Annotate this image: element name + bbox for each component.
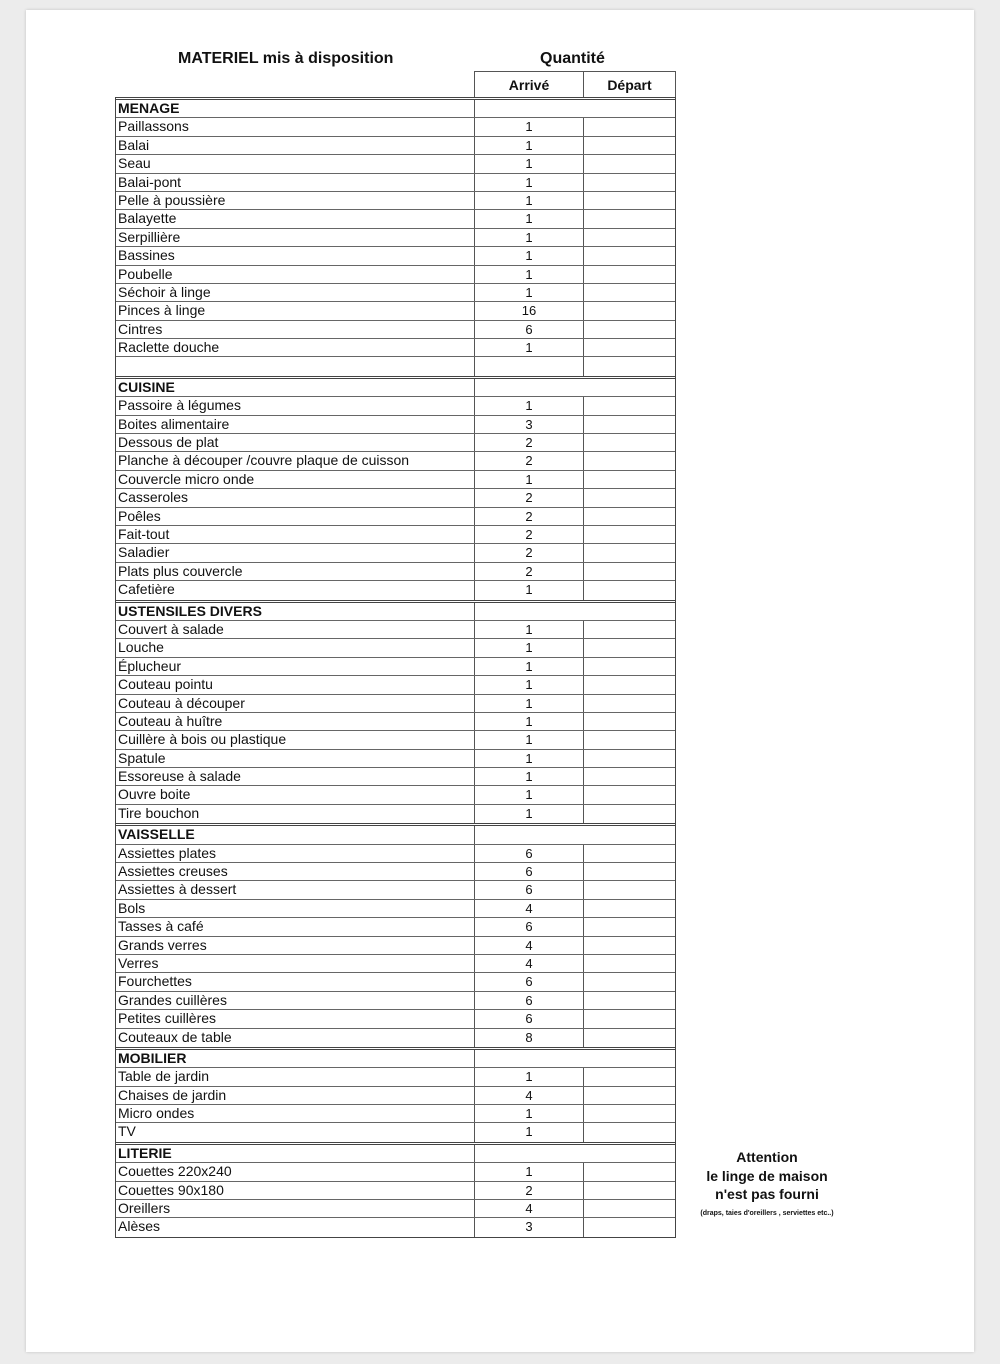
item-label: Cuillère à bois ou plastique [116,731,475,748]
item-label: Plats plus couvercle [116,563,475,580]
section-title: LITERIE [116,1145,475,1162]
departure-quantity [584,731,675,748]
table-row [116,489,675,507]
arrival-quantity: 6 [475,881,584,898]
table-row [116,768,675,786]
departure-quantity [584,973,675,990]
departure-quantity [584,416,675,433]
table-row [116,581,675,599]
table-row [116,1087,675,1105]
departure-quantity [584,434,675,451]
table-row [116,918,675,936]
item-label: Fourchettes [116,973,475,990]
item-label: TV [116,1123,475,1141]
table-row [116,266,675,284]
arrival-quantity: 2 [475,1182,584,1199]
table-row [116,118,675,136]
item-label: Poêles [116,508,475,525]
section-menage [116,97,675,376]
departure-quantity [584,266,675,283]
item-label: Couteaux de table [116,1029,475,1047]
item-label: Pinces à linge [116,302,475,319]
section-cuisine [116,376,675,600]
item-label: Paillassons [116,118,475,135]
table-row [116,229,675,247]
item-label: Essoreuse à salade [116,768,475,785]
table-row [116,1163,675,1181]
arrival-quantity: 6 [475,992,584,1009]
arrival-quantity: 6 [475,973,584,990]
departure-quantity [584,1087,675,1104]
item-label: Planche à découper /couvre plaque de cuisson [116,452,475,469]
section-literie [116,1142,675,1237]
table-row [116,658,675,676]
table-row [116,508,675,526]
section-header [116,1050,675,1068]
departure-quantity [584,639,675,656]
arrival-quantity: 1 [475,1105,584,1122]
item-label: Couteau pointu [116,676,475,693]
arrival-quantity: 1 [475,1068,584,1085]
table-row [116,845,675,863]
departure-quantity [584,581,675,599]
arrival-quantity: 1 [475,768,584,785]
table-row [116,639,675,657]
item-label: Serpillière [116,229,475,246]
section-header [116,603,675,621]
item-label: Spatule [116,750,475,767]
arrival-quantity: 2 [475,434,584,451]
table-row [116,174,675,192]
arrival-quantity: 8 [475,1029,584,1047]
departure-quantity [584,713,675,730]
table-row [116,955,675,973]
departure-quantity [584,210,675,227]
arrival-quantity: 6 [475,1010,584,1027]
item-label: Micro ondes [116,1105,475,1122]
item-label: Couettes 90x180 [116,1182,475,1199]
departure-quantity [584,452,675,469]
departure-quantity [584,544,675,561]
table-row [116,1123,675,1141]
arrival-quantity: 1 [475,1123,584,1141]
arrival-quantity: 1 [475,118,584,135]
arrival-column-header: Arrivé [475,72,584,97]
arrival-quantity: 4 [475,1200,584,1217]
arrival-quantity: 1 [475,1163,584,1180]
departure-quantity [584,118,675,135]
departure-quantity [584,174,675,191]
item-label: Passoire à légumes [116,397,475,414]
table-row [116,713,675,731]
table-row [116,247,675,265]
arrival-quantity: 1 [475,174,584,191]
table-row [116,992,675,1010]
departure-quantity [584,805,675,823]
section-title: CUISINE [116,379,475,396]
arrival-quantity: 2 [475,526,584,543]
item-label: Bols [116,900,475,917]
item-label: Saladier [116,544,475,561]
arrival-quantity: 1 [475,805,584,823]
departure-quantity [584,192,675,209]
item-label: Boites alimentaire [116,416,475,433]
item-label: Raclette douche [116,339,475,356]
arrival-quantity: 1 [475,695,584,712]
table-row [116,786,675,804]
section-title: VAISSELLE [116,826,475,843]
item-label: Casseroles [116,489,475,506]
departure-quantity [584,918,675,935]
departure-quantity [584,1218,675,1236]
arrival-quantity: 6 [475,321,584,338]
departure-quantity [584,1068,675,1085]
item-label: Assiettes à dessert [116,881,475,898]
section-header [116,379,675,397]
notice-line-1: Attention [736,1149,798,1165]
departure-quantity [584,229,675,246]
item-label: Oreillers [116,1200,475,1217]
item-label: Tire bouchon [116,805,475,823]
table-row [116,210,675,228]
table-row [116,621,675,639]
document-title: MATERIEL mis à disposition [178,50,394,67]
section-header [116,1145,675,1163]
quantity-column-header [474,71,676,97]
section-title: USTENSILES DIVERS [116,603,475,620]
item-label: Louche [116,639,475,656]
table-row [116,302,675,320]
item-label: Cintres [116,321,475,338]
arrival-quantity: 4 [475,955,584,972]
item-label: Couvert à salade [116,621,475,638]
arrival-quantity: 1 [475,397,584,414]
departure-quantity [584,1105,675,1122]
item-label: Cafetière [116,581,475,599]
section-ustensiles-divers [116,600,675,824]
arrival-quantity: 1 [475,210,584,227]
departure-quantity [584,526,675,543]
departure-quantity [584,1182,675,1199]
arrival-quantity: 6 [475,863,584,880]
item-label: Balai [116,137,475,154]
table-row [116,1010,675,1028]
table-row [116,321,675,339]
arrival-quantity: 16 [475,302,584,319]
departure-quantity [584,937,675,954]
departure-quantity [584,563,675,580]
departure-quantity [584,357,675,375]
item-label: Tasses à café [116,918,475,935]
departure-quantity [584,900,675,917]
item-label: Dessous de plat [116,434,475,451]
arrival-quantity: 3 [475,1218,584,1236]
departure-quantity [584,621,675,638]
table-row [116,416,675,434]
departure-quantity [584,863,675,880]
departure-quantity [584,845,675,862]
table-row [116,695,675,713]
arrival-quantity: 3 [475,416,584,433]
departure-quantity [584,1010,675,1027]
departure-quantity [584,137,675,154]
item-label: Table de jardin [116,1068,475,1085]
arrival-quantity: 1 [475,581,584,599]
section-header [116,100,675,118]
table-row [116,750,675,768]
arrival-quantity: 1 [475,639,584,656]
item-label: Seau [116,155,475,172]
departure-quantity [584,155,675,172]
notice-line-3: n'est pas fourni [715,1186,819,1202]
table-row [116,731,675,749]
item-label: Couteau à huître [116,713,475,730]
section-title: MENAGE [116,100,475,117]
arrival-quantity: 2 [475,508,584,525]
table-row [116,676,675,694]
table-row [116,900,675,918]
table-row [116,544,675,562]
item-label: Grands verres [116,937,475,954]
departure-quantity [584,321,675,338]
notice-details: (draps, taies d'oreillers , serviettes etc..) [700,1209,834,1217]
arrival-quantity [475,357,584,375]
departure-quantity [584,1029,675,1047]
arrival-quantity: 1 [475,137,584,154]
item-label: Couettes 220x240 [116,1163,475,1180]
arrival-quantity: 1 [475,731,584,748]
table-row [116,471,675,489]
item-label: Assiettes creuses [116,863,475,880]
arrival-quantity: 1 [475,471,584,488]
item-label: Bassines [116,247,475,264]
table-row [116,563,675,581]
item-label: Pelle à poussière [116,192,475,209]
table-row [116,973,675,991]
table-row [116,397,675,415]
arrival-quantity: 4 [475,900,584,917]
departure-quantity [584,658,675,675]
arrival-quantity: 4 [475,1087,584,1104]
table-row [116,1200,675,1218]
item-label: Assiettes plates [116,845,475,862]
item-label: Grandes cuillères [116,992,475,1009]
inventory-table [115,97,676,1238]
table-row [116,155,675,173]
departure-quantity [584,471,675,488]
item-label: Fait-tout [116,526,475,543]
arrival-quantity: 1 [475,247,584,264]
item-label: Balai-pont [116,174,475,191]
table-row [116,937,675,955]
table-row [116,1182,675,1200]
table-row [116,452,675,470]
table-row [116,805,675,823]
table-row [116,1218,675,1236]
departure-quantity [584,695,675,712]
table-row [116,137,675,155]
departure-quantity [584,397,675,414]
departure-quantity [584,508,675,525]
section-mobilier [116,1047,675,1142]
departure-quantity [584,247,675,264]
departure-column-header: Départ [607,76,652,93]
notice-line-2: le linge de maison [706,1167,828,1184]
section-header [116,826,675,844]
arrival-quantity: 1 [475,192,584,209]
item-label: Chaises de jardin [116,1087,475,1104]
arrival-quantity: 6 [475,918,584,935]
item-label: Séchoir à linge [116,284,475,301]
arrival-quantity: 4 [475,937,584,954]
table-row [116,284,675,302]
quantity-title: Quantité [540,50,605,67]
arrival-quantity: 1 [475,229,584,246]
item-label: Poubelle [116,266,475,283]
section-title: MOBILIER [116,1050,475,1067]
arrival-quantity: 1 [475,284,584,301]
arrival-quantity: 2 [475,544,584,561]
item-label: Alèses [116,1218,475,1236]
item-label: Verres [116,955,475,972]
arrival-quantity: 1 [475,266,584,283]
arrival-quantity: 1 [475,676,584,693]
arrival-quantity: 2 [475,563,584,580]
arrival-quantity: 1 [475,786,584,803]
departure-quantity [584,339,675,356]
arrival-quantity: 1 [475,155,584,172]
item-label: Balayette [116,210,475,227]
table-row [116,339,675,357]
departure-quantity [584,750,675,767]
departure-quantity [584,676,675,693]
item-label [116,357,475,375]
departure-quantity [584,489,675,506]
item-label: Couteau à découper [116,695,475,712]
arrival-quantity: 1 [475,713,584,730]
departure-quantity [584,992,675,1009]
departure-quantity [584,284,675,301]
section-vaisselle [116,823,675,1047]
departure-quantity [584,1200,675,1217]
table-row [116,192,675,210]
arrival-quantity: 1 [475,621,584,638]
departure-quantity [584,955,675,972]
arrival-quantity: 6 [475,845,584,862]
table-row [116,1029,675,1047]
table-row [116,357,675,375]
table-row [116,526,675,544]
item-label: Couvercle micro onde [116,471,475,488]
departure-quantity [584,768,675,785]
arrival-quantity: 1 [475,750,584,767]
departure-quantity [584,302,675,319]
arrival-quantity: 2 [475,452,584,469]
arrival-quantity: 1 [475,339,584,356]
table-row [116,434,675,452]
departure-quantity [584,1163,675,1180]
arrival-quantity: 2 [475,489,584,506]
departure-quantity [584,786,675,803]
item-label: Ouvre boite [116,786,475,803]
departure-quantity [584,881,675,898]
linen-notice [676,1148,858,1217]
item-label: Petites cuillères [116,1010,475,1027]
table-row [116,1105,675,1123]
item-label: Éplucheur [116,658,475,675]
arrival-quantity: 1 [475,658,584,675]
departure-quantity [584,1123,675,1141]
table-row [116,863,675,881]
table-row [116,1068,675,1086]
table-row [116,881,675,899]
